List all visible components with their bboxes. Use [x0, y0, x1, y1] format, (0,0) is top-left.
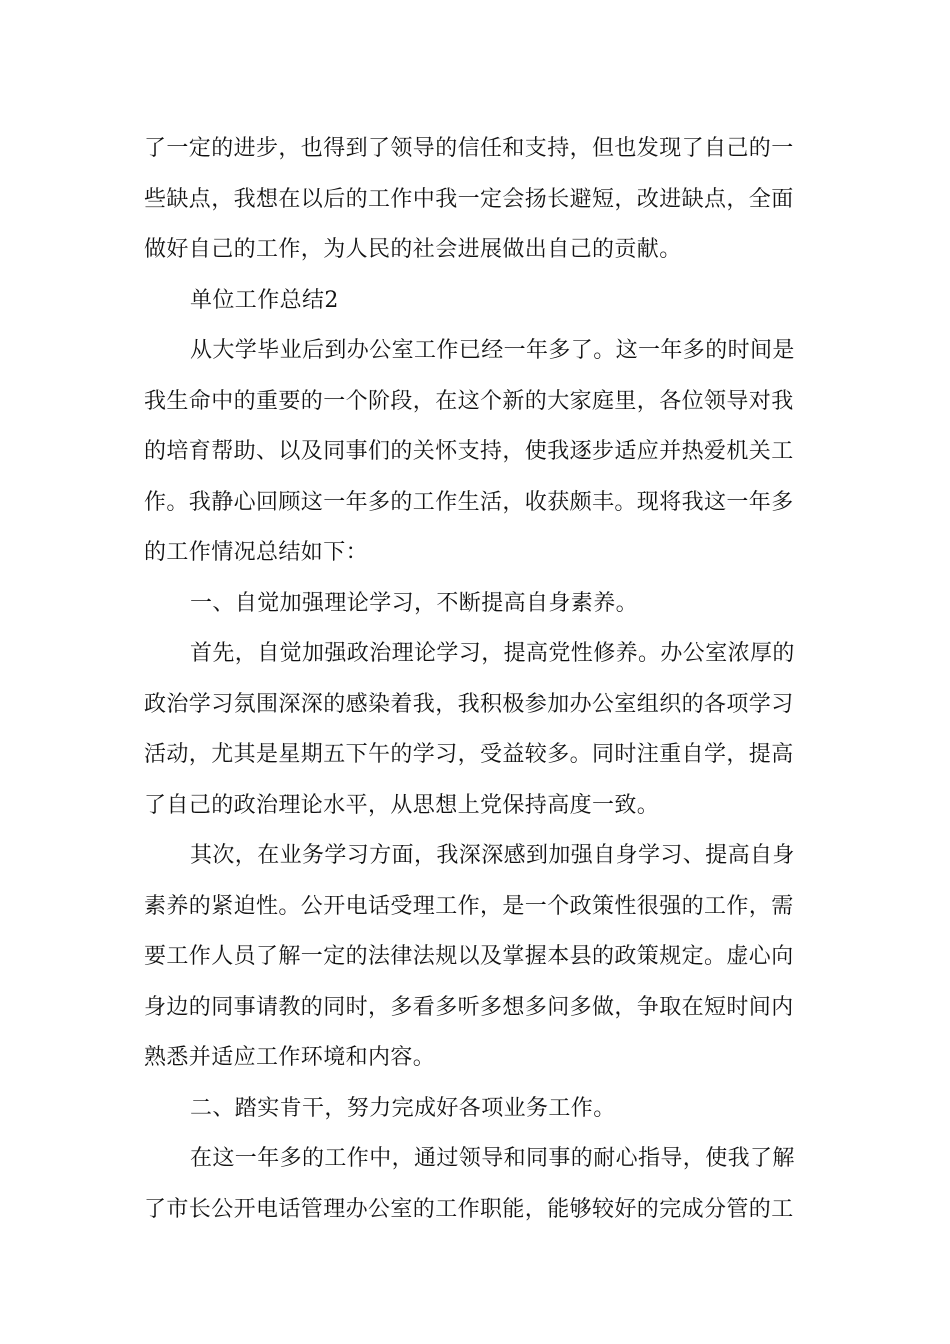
text-line: 了自己的政治理论水平，从思想上党保持高度一致。 [144, 792, 660, 818]
section-title: 单位工作总结2 [190, 287, 339, 313]
text-line: 其次，在业务学习方面，我深深感到加强自身学习、提高自身 [190, 843, 795, 868]
text-line: 素养的紧迫性。公开电话受理工作，是一个政策性很强的工作，需 [144, 893, 794, 919]
text-line: 的工作情况总结如下： [144, 540, 369, 565]
subheading: 一、自觉加强理论学习，不断提高自身素养。 [190, 590, 639, 616]
text-line: 要工作人员了解一定的法律法规以及掌握本县的政策规定。虚心向 [144, 944, 794, 969]
text-line: 了一定的进步，也得到了领导的信任和支持，但也发现了自己的一 [144, 136, 794, 161]
document-body [144, 124, 808, 1235]
text-line: 在这一年多的工作中，通过领导和同事的耐心指导，使我了解 [190, 1146, 795, 1171]
text-line: 政治学习氛围深深的感染着我，我积极参加办公室组织的各项学习 [144, 691, 794, 717]
text-line: 些缺点，我想在以后的工作中我一定会扬长避短，改进缺点，全面 [144, 186, 794, 212]
text-line: 了市长公开电话管理办公室的工作职能，能够较好的完成分管的工 [144, 1196, 794, 1222]
text-line: 作。我静心回顾这一年多的工作生活，收获颇丰。现将我这一年多 [144, 489, 794, 515]
text-line: 从大学毕业后到办公室工作已经一年多了。这一年多的时间是 [190, 338, 795, 363]
text-line: 活动，尤其是星期五下午的学习，受益较多。同时注重自学，提高 [144, 742, 794, 767]
text-line: 我生命中的重要的一个阶段，在这个新的大家庭里，各位领导对我 [144, 388, 794, 414]
text-line: 熟悉并适应工作环境和内容。 [144, 1045, 436, 1070]
text-line: 身边的同事请教的同时，多看多听多想多问多做，争取在短时间内 [144, 994, 794, 1020]
subheading: 二、踏实肯干，努力完成好各项业务工作。 [190, 1095, 616, 1121]
text-line: 的培育帮助、以及同事们的关怀支持，使我逐步适应并热爱机关工 [144, 439, 794, 464]
text-line: 做好自己的工作，为人民的社会进展做出自己的贡献。 [144, 237, 682, 262]
text-line: 首先，自觉加强政治理论学习，提高党性修养。办公室浓厚的 [190, 641, 795, 666]
